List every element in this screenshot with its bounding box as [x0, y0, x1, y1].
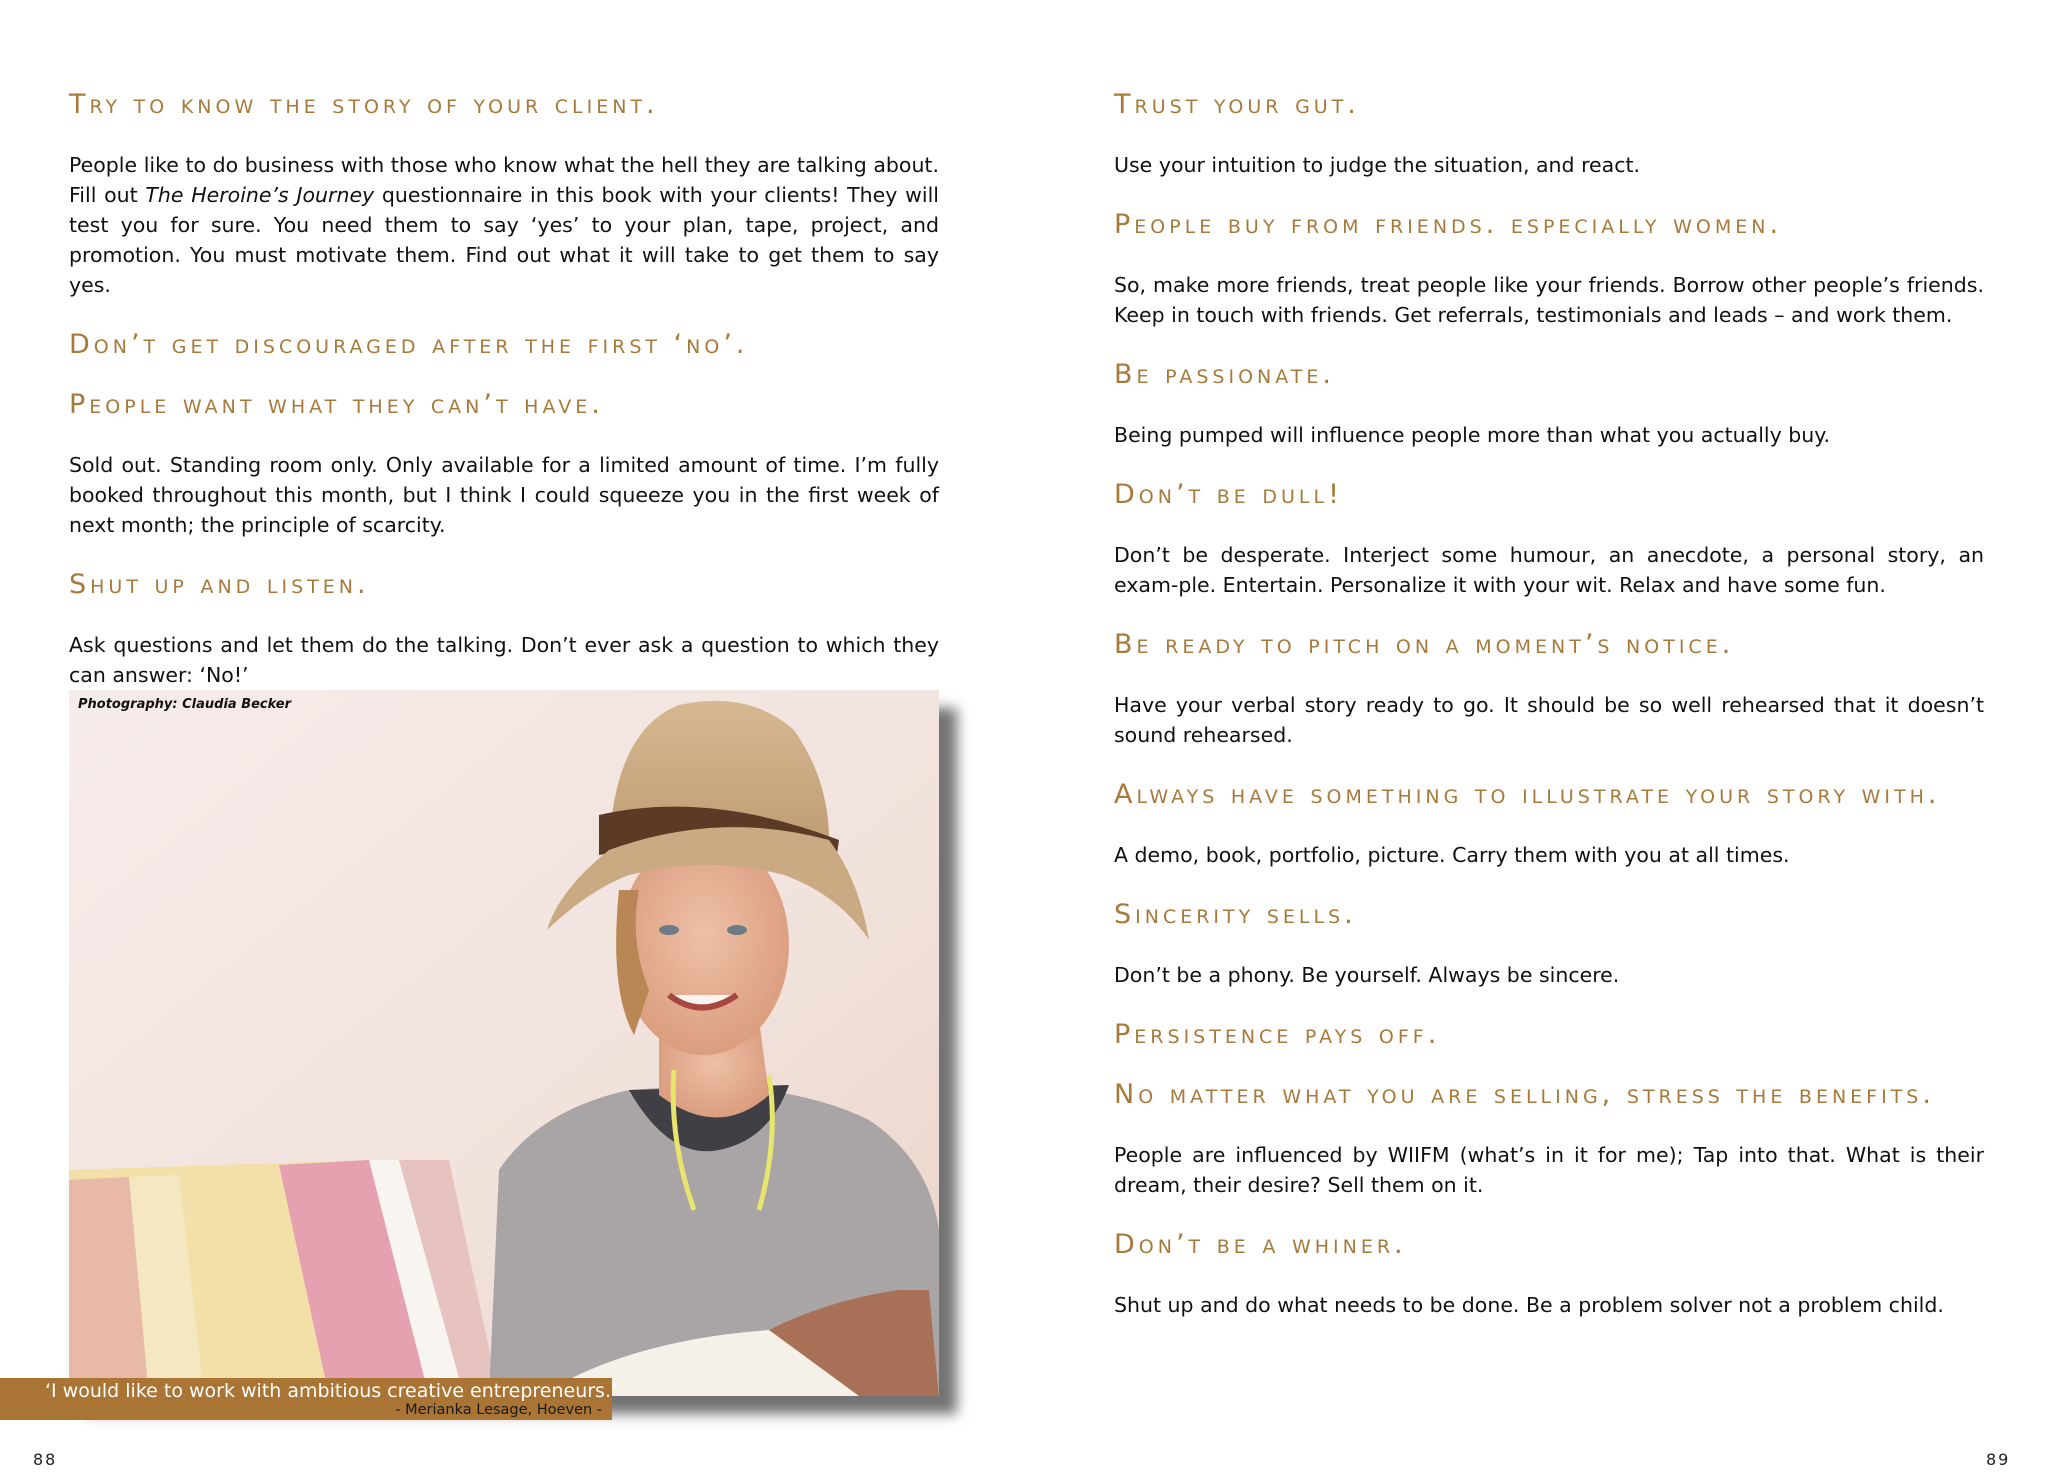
- page-number: 88: [33, 1450, 58, 1469]
- section-heading: No matter what you are selling, stress the benefits.: [1114, 1079, 1935, 1110]
- section-heading: Shut up and listen.: [69, 569, 370, 600]
- section-paragraph: [69, 150, 939, 300]
- page-number: 89: [1986, 1450, 2011, 1469]
- section-paragraph: Being pumped will influence people more than what you actually buy.: [1114, 423, 1830, 447]
- section-heading: Don’t be dull!: [1114, 479, 1343, 510]
- section-heading: People buy from friends. especially women.: [1114, 209, 1783, 240]
- section-heading: People want what they can’t have.: [69, 389, 604, 420]
- section-paragraph: Shut up and do what needs to be done. Be a problem solver not a problem child.: [1114, 1293, 1944, 1317]
- right-column: [1114, 90, 1984, 1350]
- book-title: The Heroine’s Journey: [145, 183, 375, 207]
- section-heading: Trust your gut.: [1114, 89, 1360, 120]
- section-heading: Be ready to pitch on a moment’s notice.: [1114, 629, 1735, 660]
- section-paragraph: Use your intuition to judge the situation, and react.: [1114, 153, 1641, 177]
- portrait-illustration: [69, 690, 939, 1396]
- section-paragraph: Don’t be desperate. Interject some humour, an anecdote, a personal story, an exam-ple. Entertain. Personalize it with your wit. Relax and have some fun.: [1114, 543, 1984, 597]
- section-heading: Persistence pays off.: [1114, 1019, 1441, 1050]
- section-heading: Always have something to illustrate your story with.: [1114, 779, 1941, 810]
- paragraph-text: questionnaire in this book with your clients! They will test you for sure. You need them to say ‘yes’ to your plan, tape, project, and promotion. You must motivate them. Find out what it will take to get them to say yes.: [69, 183, 939, 297]
- section-heading: Sincerity sells.: [1114, 899, 1357, 930]
- paragraph-text: People like to do business with those who know what the hell they are talking about. Fill out: [69, 153, 939, 207]
- section-paragraph: Sold out. Standing room only. Only available for a limited amount of time. I’m fully booked throughout this month, but I think I could squeeze you in the first week of next month; the principle of scarcity.: [69, 453, 939, 537]
- portrait-photo: [69, 690, 939, 1396]
- section-paragraph: So, make more friends, treat people like your friends. Borrow other people’s friends. Keep in touch with friends. Get referrals, testimonials and leads – and work them.: [1114, 273, 1984, 327]
- section-heading: Don’t be a whiner.: [1114, 1229, 1407, 1260]
- section-heading: Don’t get discouraged after the first ‘no’.: [69, 329, 749, 360]
- section-paragraph: A demo, book, portfolio, picture. Carry them with you at all times.: [1114, 843, 1790, 867]
- right-page: [1024, 0, 2048, 1483]
- section-heading: Try to know the story of your client.: [69, 89, 659, 120]
- section-heading: Be passionate.: [1114, 359, 1335, 390]
- left-column: [69, 90, 939, 720]
- photo-credit: Photography: Claudia Becker: [78, 697, 292, 712]
- section-paragraph: People are influenced by WIIFM (what’s in it for me); Tap into that. What is their dream, their desire? Sell them on it.: [1114, 1143, 1984, 1197]
- section-paragraph: Don’t be a phony. Be yourself. Always be sincere.: [1114, 963, 1620, 987]
- pull-quote: [0, 1378, 618, 1420]
- section-paragraph: Have your verbal story ready to go. It should be so well rehearsed that it doesn’t sound rehearsed.: [1114, 693, 1984, 747]
- section-paragraph: Ask questions and let them do the talking. Don’t ever ask a question to which they can answer: ‘No!’: [69, 633, 939, 687]
- quote-author: - Merianka Lesage, Hoeven -: [395, 1402, 602, 1418]
- quote-text: ‘I would like to work with ambitious creative entrepreneurs.’: [45, 1380, 618, 1402]
